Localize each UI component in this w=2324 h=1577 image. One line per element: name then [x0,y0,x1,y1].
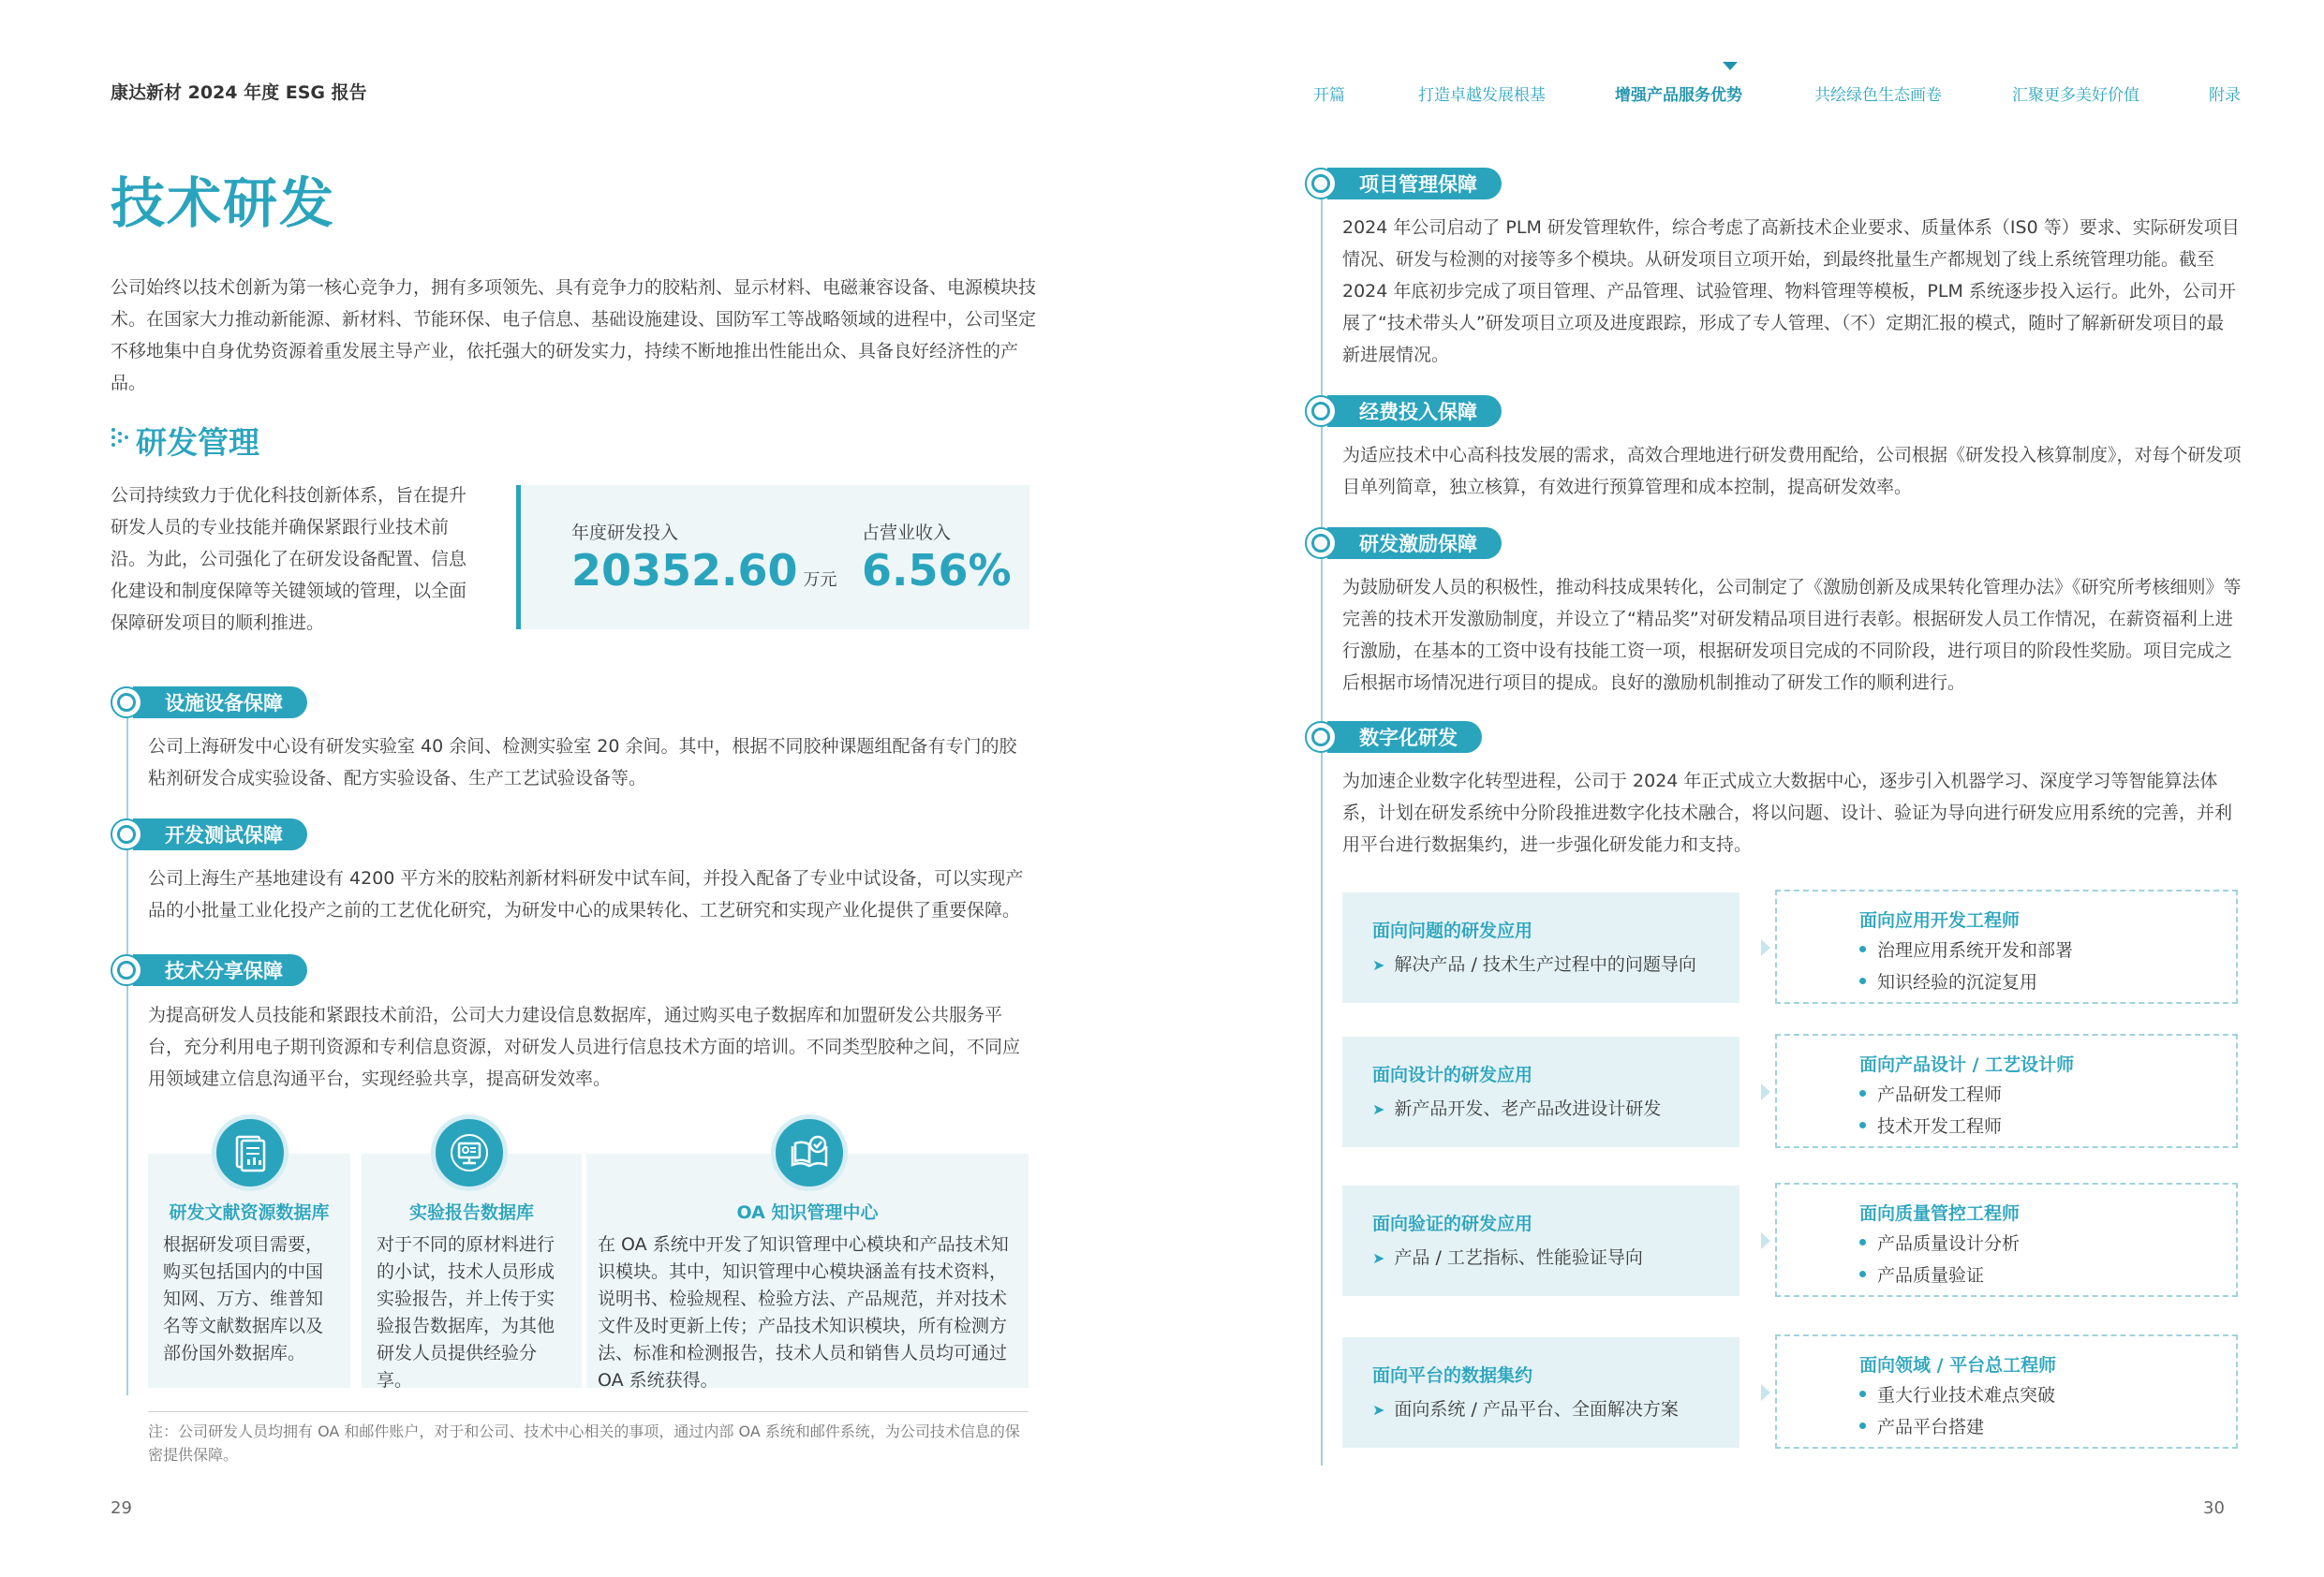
block-sharing-header [111,954,307,986]
eng-item-text: 治理应用系统开发和部署 [1877,940,2074,961]
block-incentive-title: 研发激励保障 [1327,527,1502,559]
bullet-ring-icon [111,954,142,986]
block-sharing-text: 为提高研发人员技能和紧跟技术前沿，公司大力建设信息数据库，通过购买电子数据库和加盟研发公共服务平台，充分利用电子期刊资源和专利信息资源，对研发人员进行信息技术方面的培训。不同类型胶种之间，不同应用领域建立信息沟通平台，实现经验共享，提高研发效率。 [148,1005,1021,1089]
active-nav-marker-icon [1723,62,1738,70]
invest-stat [571,545,837,596]
nav-opening[interactable]: 开篇 [1313,86,1345,105]
bullet-dot-icon [1859,1271,1866,1277]
eng-application-item-2 [1859,966,2037,998]
section-arrow-icon [111,427,129,448]
connector-arrow-icon [1761,939,1770,956]
nav-appendix[interactable]: 附录 [2209,86,2241,105]
connector-arrow-icon [1761,1232,1770,1249]
section-paragraph: 公司持续致力于优化科技创新体系，旨在提升研发人员的专业技能并确保紧跟行业技术前沿。为此，公司强化了在研发设备配置、信息化建设和制度保障等关键领域的管理，以全面保障研发项目的顺利推进。 [111,485,467,633]
block-testing-text: 公司上海生产基地建设有 4200 平方米的胶粘剂新材料研发中试车间，并投入配备了专业中试设备，可以实现产品的小批量工业化投产之前的工艺优化研究，为研发中心的成果转化、工艺研究和实现产业化提供了重要保障。 [148,868,1024,921]
eng-application-item-1 [1859,935,2073,966]
app-verification-title: 面向验证的研发应用 [1372,1214,1533,1234]
block-project-title: 项目管理保障 [1327,168,1502,199]
block-facility-header [111,686,307,718]
card-oa-title: OA 知识管理中心 [736,1202,879,1223]
app-design-title: 面向设计的研发应用 [1372,1065,1533,1085]
left-timeline-line [126,712,128,1395]
bullet-ring-icon [1305,395,1337,427]
card-oa-text: 在 OA 系统中开发了知识管理中心模块和产品技术知识模块。其中，知识管理中心模块涵盖有技术资料，说明书、检验规程、检验方法、产品规范，并对技术文件及时更新上传；产品技术知识模块，所有检测方法、标准和检测报告，技术人员和销售人员均可通过 OA 系统获得。 [598,1234,1009,1391]
chevron-right-icon: ➤ [1372,956,1385,974]
card-report-title: 实验报告数据库 [408,1202,534,1223]
connector-arrow-icon [1761,1384,1770,1401]
footnote: 注：公司研发人员均拥有 OA 和邮件账户，对于和公司、技术中心相关的事项，通过内部 OA 系统和邮件系统，为公司技术信息的保密提供保障。 [148,1411,1029,1466]
app-platform-item-text: 面向系统 / 产品平台、全面解决方案 [1394,1399,1679,1420]
page-number-right: 30 [2203,1498,2225,1518]
eng-item-text: 知识经验的沉淀复用 [1877,972,2038,993]
page-heading: 技术研发 [111,171,336,235]
eng-box-application [1775,890,2238,1004]
eng-box-quality [1775,1183,2238,1297]
app-design-item-text: 新产品开发、老产品改进设计研发 [1394,1098,1662,1119]
eng-item-text: 产品质量设计分析 [1877,1233,2021,1254]
app-problem-item [1372,951,1696,976]
bullet-dot-icon [1859,1122,1866,1128]
app-design-item [1372,1095,1661,1120]
invest-value: 20352.60 [571,545,798,596]
block-funding-text: 为适应技术中心高科技发展的需求，高效合理地进行研发费用配给，公司根据《研发投入核算制度》，对每个研发项目单列简章，独立核算，有效进行预算管理和成本控制，提高研发效率。 [1342,445,2242,497]
bullet-dot-icon [1859,978,1866,984]
nav-green-ecology[interactable]: 共绘绿色生态画卷 [1814,86,1942,105]
eng-quality-title: 面向质量管控工程师 [1859,1203,2021,1224]
eng-platform-title: 面向领域 / 平台总工程师 [1859,1355,2057,1376]
bullet-dot-icon [1859,946,1866,952]
report-monitor-icon [431,1114,508,1191]
chevron-right-icon: ➤ [1372,1100,1385,1118]
app-verification-item-text: 产品 / 工艺指标、性能验证导向 [1394,1247,1643,1268]
app-verification-item [1372,1244,1643,1269]
card-report-text: 对于不同的原材料进行的小试，技术人员形成实验报告，并上传于实验报告数据库，为其他研发人员提供经验分享。 [377,1234,555,1391]
bullet-dot-icon [1859,1422,1866,1429]
eng-platform-item-1 [1859,1379,2055,1411]
section-heading: 研发管理 [136,424,259,461]
block-testing-title: 开发测试保障 [133,818,307,850]
page-number-left: 29 [111,1498,132,1518]
nav-value[interactable]: 汇聚更多美好价值 [2012,86,2139,105]
nav-product-service[interactable]: 增强产品服务优势 [1615,86,1742,105]
app-box-verification [1342,1186,1739,1296]
eng-quality-item-2 [1859,1260,1984,1291]
app-platform-item [1372,1395,1679,1421]
invest-unit: 万元 [803,570,837,590]
bullet-dot-icon [1859,1090,1866,1097]
app-box-problem [1342,892,1739,1003]
stats-box [516,485,1029,629]
chevron-right-icon: ➤ [1372,1401,1385,1419]
block-project-text: 2024 年公司启动了 PLM 研发管理软件，综合考虑了高新技术企业要求、质量体系（IS0 等）要求、实际研发项目情况、研发与检测的对接等多个模块。从研发项目立项开始，到最终批量生产都规划了线上系统管理功能。截至 2024 年底初步完成了项目管理、产品管理、试验管理、物料管理等模板，PLM 系统逐步投入运行。此外，公司开展了“技术带头人”研发项目立项及进度跟踪，形成了专人管理、（不）定期汇报的模式，随时了解新研发项目的最新进展情况。 [1342,217,2240,365]
document-database-icon [212,1114,289,1191]
block-sharing-title: 技术分享保障 [133,954,307,986]
bullet-dot-icon [1859,1239,1866,1245]
eng-platform-item-2 [1859,1411,1984,1443]
open-book-check-icon [771,1114,848,1191]
invest-label: 年度研发投入 [571,523,679,543]
intro-paragraph: 公司始终以技术创新为第一核心竞争力，拥有多项领先、具有竞争力的胶粘剂、显示材料、电磁兼容设备、电源模块技术。在国家大力推动新能源、新材料、节能环保、电子信息、基础设施建设、国防军工等战略领域的进程中，公司坚定不移地集中自身优势资源着重发展主导产业，依托强大的研发实力，持续不断地推出性能出众、具备良好经济性的产品。 [111,277,1037,393]
app-box-platform [1342,1337,1739,1448]
eng-item-text: 产品质量验证 [1877,1265,1985,1286]
bullet-ring-icon [111,818,142,850]
app-box-design [1342,1037,1739,1147]
eng-box-platform [1775,1334,2238,1449]
block-digital-header [1305,721,1482,753]
app-problem-title: 面向问题的研发应用 [1372,921,1533,941]
bullet-ring-icon [1305,721,1337,753]
block-incentive-text: 为鼓励研发人员的积极性，推动科技成果转化，公司制定了《激励创新及成果转化管理办法》《研究所考核细则》等完善的技术开发激励制度，并设立了“精品奖”对研发精品项目进行表彰。根据研发人员工作情况，在薪资福利上进行激励，在基本的工资中设有技能工资一项，根据研发项目完成的不同阶段，进行项目的阶段性奖励。项目完成之后根据市场情况进行项目的提成。良好的激励机制推动了研发工作的顺利进行。 [1342,577,2242,693]
eng-design-item-2 [1859,1111,2002,1142]
bullet-ring-icon [1305,527,1337,559]
block-digital-title: 数字化研发 [1327,721,1482,753]
block-funding-title: 经费投入保障 [1327,395,1502,427]
block-incentive-header [1305,527,1502,559]
block-facility-title: 设施设备保障 [133,686,307,718]
right-timeline-line [1321,197,1323,1466]
block-testing-header [111,818,307,850]
eng-item-text: 产品研发工程师 [1877,1084,2003,1105]
bullet-dot-icon [1859,1391,1866,1397]
bullet-ring-icon [1305,168,1337,199]
card-literature-title: 研发文献资源数据库 [169,1202,330,1223]
ratio-value: 6.56% [862,545,1012,596]
block-project-header [1305,168,1502,199]
eng-item-text: 重大行业技术难点突破 [1877,1385,2056,1406]
eng-item-text: 技术开发工程师 [1877,1116,2003,1137]
nav-foundation[interactable]: 打造卓越发展根基 [1418,86,1546,105]
eng-application-title: 面向应用开发工程师 [1859,910,2021,931]
chevron-right-icon: ➤ [1372,1249,1385,1267]
app-platform-title: 面向平台的数据集约 [1372,1365,1533,1386]
app-problem-item-text: 解决产品 / 技术生产过程中的问题导向 [1394,954,1696,975]
bullet-ring-icon [111,686,142,718]
report-title: 康达新材 2024 年度 ESG 报告 [111,82,367,103]
block-facility-text: 公司上海研发中心设有研发实验室 40 余间、检测实验室 20 余间。其中，根据不同胶种课题组配备有专门的胶粘剂研发合成实验设备、配方实验设备、生产工艺试验设备等。 [148,736,1017,788]
block-digital-text: 为加速企业数字化转型进程，公司于 2024 年正式成立大数据中心，逐步引入机器学习、深度学习等智能算法体系，计划在研发系统中分阶段推进数字化技术融合，将以问题、设计、验证为导向进行研发应用系统的完善，并利用平台进行数据集约，进一步强化研发能力和支持。 [1342,771,2233,855]
eng-box-design [1775,1034,2238,1148]
eng-item-text: 产品平台搭建 [1877,1417,1985,1437]
card-literature-text: 根据研发项目需要，购买包括国内的中国知网、万方、维普知名等文献数据库以及部份国外数据库。 [163,1234,324,1363]
block-funding-header [1305,395,1502,427]
eng-design-title: 面向产品设计 / 工艺设计师 [1859,1054,2075,1075]
eng-quality-item-1 [1859,1228,2020,1260]
eng-design-item-1 [1859,1079,2002,1111]
connector-arrow-icon [1761,1083,1770,1100]
ratio-label: 占营业收入 [862,523,952,543]
